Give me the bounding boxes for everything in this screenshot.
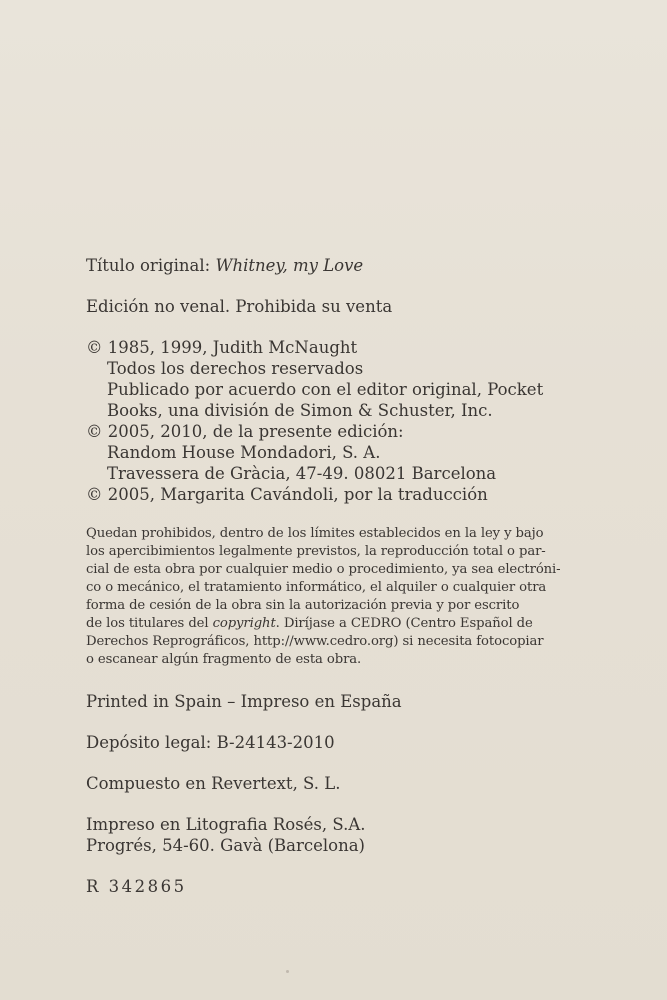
original-title-value: Whitney, my Love <box>215 256 364 275</box>
legal-line-1: Quedan prohibidos, dentro de los límites establecidos en la ley y bajo <box>86 526 544 541</box>
copyright-block <box>86 337 586 505</box>
typesetting: Compuesto en Revertext, S. L. <box>86 774 341 793</box>
printer-name: Impreso en Litografia Rosés, S.A. <box>86 815 366 834</box>
copyright-agreement-1: Publicado por acuerdo con el editor original, Pocket <box>107 380 544 399</box>
legal-line-2: los apercibimientos legalmente previstos, la reproducción total o par- <box>86 544 546 559</box>
copyright-rights: Todos los derechos reservados <box>107 359 364 378</box>
legal-line-6 <box>86 615 586 633</box>
printer-address: Progrés, 54-60. Gavà (Barcelona) <box>86 836 365 855</box>
printed-in: Printed in Spain – Impreso en España <box>86 692 402 711</box>
sale-notice: Edición no venal. Prohibida su venta <box>86 297 393 316</box>
legal-line-6-copyright: copyright <box>212 616 276 631</box>
legal-line-6-end: . Diríjase a CEDRO (Centro Español de <box>275 616 533 631</box>
legal-line-7: Derechos Reprográficos, http://www.cedro.org) si necesita fotocopiar <box>86 634 544 649</box>
publisher-name: Random House Mondadori, S. A. <box>107 443 381 462</box>
reference-number: R 342865 <box>86 877 187 896</box>
copyright-agreement-2: Books, una división de Simon & Schuster, Inc. <box>107 401 493 420</box>
original-title <box>86 255 586 276</box>
legal-line-3: cial de esta obra por cualquier medio o procedimiento, ya sea electróni- <box>86 562 561 577</box>
legal-line-8: o escanear algún fragmento de esta obra. <box>86 652 362 667</box>
copyright-translation: © 2005, Margarita Cavándoli, por la traducción <box>86 485 488 504</box>
printer-block <box>86 814 586 856</box>
legal-line-5: forma de cesión de la obra sin la autorización previa y por escrito <box>86 598 520 613</box>
legal-deposit: Depósito legal: B-24143-2010 <box>86 733 335 752</box>
publisher-address: Travessera de Gràcia, 47-49. 08021 Barcelona <box>107 464 497 483</box>
legal-notice <box>86 525 586 669</box>
copyright-author: © 1985, 1999, Judith McNaught <box>86 338 358 357</box>
copyright-edition: © 2005, 2010, de la presente edición: <box>86 422 404 441</box>
legal-line-4: co o mecánico, el tratamiento informático, el alquiler o cualquier otra <box>86 580 547 595</box>
legal-line-6-start: de los titulares del <box>86 616 213 631</box>
original-title-label: Título original: <box>86 256 211 275</box>
imprint-content <box>86 255 586 897</box>
paper-speck <box>286 970 289 973</box>
